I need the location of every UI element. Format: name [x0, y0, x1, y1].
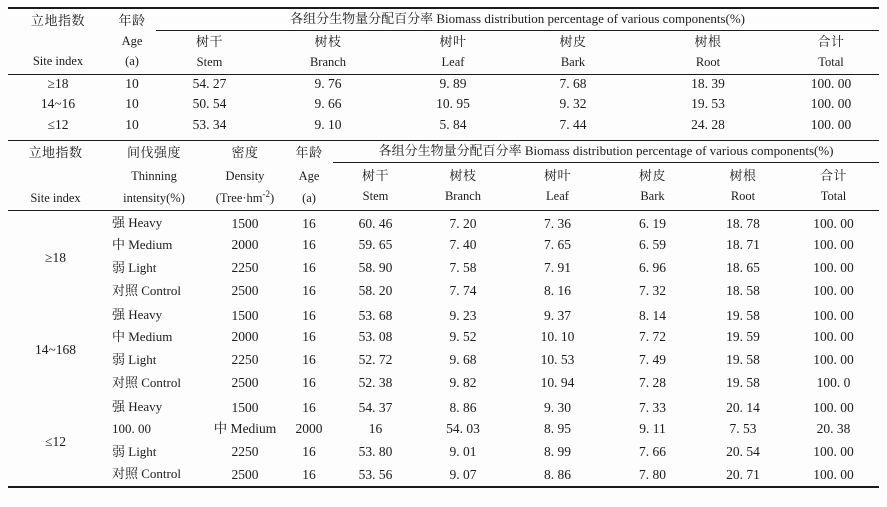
cell-density: 2500 — [231, 466, 259, 482]
header-age — [108, 8, 156, 74]
cell-bark: 8. 14 — [639, 307, 666, 323]
cell-branch: 9. 10 — [314, 117, 342, 132]
cell-total: 100. 00 — [810, 117, 852, 132]
table-row — [8, 257, 879, 280]
cell-branch: 9. 01 — [449, 444, 477, 460]
cell-stem: 53. 80 — [358, 444, 393, 460]
table-row — [8, 211, 879, 234]
cell-root: 18. 78 — [726, 215, 760, 231]
cell-root: 7. 53 — [729, 421, 757, 437]
stem-label-en: Stem — [196, 54, 223, 69]
cell-bark: 6. 59 — [639, 237, 666, 253]
bark-label-en: Bark — [640, 189, 665, 204]
cell-total: 100. 00 — [813, 260, 854, 276]
cell-thinning: 强 Heavy — [112, 307, 163, 323]
cell-age: 16 — [302, 237, 316, 253]
cell-age: 10 — [125, 117, 139, 132]
cell-bark: 7. 72 — [639, 329, 666, 345]
cell-leaf: 10. 53 — [540, 352, 575, 368]
cell-stem: 59. 65 — [358, 237, 393, 253]
age-label-en: Age — [298, 168, 320, 183]
table-row — [8, 349, 879, 372]
cell-thinning: 中 Medium — [112, 236, 173, 252]
cell-bark: 7. 49 — [639, 352, 666, 368]
table1-header — [8, 8, 879, 74]
cell-age: 16 — [302, 215, 316, 231]
header-site-index — [8, 141, 103, 211]
cell-thinning: 弱 Light — [112, 443, 157, 459]
cell-leaf: 9. 89 — [439, 76, 467, 92]
cell-root: 18. 71 — [726, 237, 760, 253]
cell-total: 100. 00 — [813, 237, 854, 253]
header-biomass-span: 各组分生物量分配百分率 Biomass distribution percentage of various components(%) — [156, 8, 879, 30]
branch-label-cn: 树枝 — [449, 168, 477, 184]
header-root — [633, 30, 783, 74]
cell-density: 1500 — [231, 307, 259, 323]
table-row — [8, 372, 879, 395]
table-row — [8, 326, 879, 349]
header-stem — [156, 30, 263, 74]
cell-age: 16 — [302, 444, 316, 460]
cell-branch: 9. 68 — [449, 352, 477, 368]
cell-site: ≥18 — [47, 76, 69, 92]
cell-bark: 9. 11 — [639, 421, 666, 437]
cell-bark: 7. 66 — [639, 444, 666, 460]
cell-root: 20. 14 — [726, 399, 760, 415]
cell-leaf: 7. 36 — [544, 215, 571, 231]
cell-bark: 7. 44 — [559, 117, 587, 132]
cell-stem: 50. 54 — [192, 96, 227, 112]
cell-leaf: 7. 91 — [544, 260, 571, 276]
site-index-label-cn: 立地指数 — [28, 144, 83, 160]
table-row — [8, 303, 879, 326]
cell-density: 2500 — [231, 375, 259, 391]
cell-leaf: 8. 99 — [544, 444, 571, 460]
site-index-label-en: Site index — [30, 191, 81, 206]
age-unit: (a) — [302, 191, 316, 206]
header-biomass-span: 各组分生物量分配百分率 Biomass distribution percentage of various components(%) — [333, 141, 879, 163]
table-row — [8, 441, 879, 464]
cell-branch: 7. 40 — [449, 237, 477, 253]
cell-stem: 54. 27 — [192, 76, 227, 92]
cell-branch: 9. 23 — [449, 307, 477, 323]
cell-age: 10 — [125, 96, 139, 112]
cell-stem: 58. 90 — [358, 260, 393, 276]
age-label-en: Age — [121, 34, 143, 49]
cell-total: 100. 0 — [816, 375, 851, 391]
total-label-en: Total — [820, 189, 847, 204]
header-bark — [607, 163, 698, 211]
cell-leaf: 8. 86 — [544, 466, 571, 482]
root-label-cn: 树根 — [729, 168, 757, 184]
header-leaf — [508, 163, 607, 211]
table-row — [8, 74, 879, 94]
age-unit: (a) — [125, 53, 139, 68]
cell-density: 1500 — [231, 215, 259, 231]
header-total — [783, 30, 879, 74]
root-label-cn: 树根 — [694, 33, 722, 49]
cell-total: 20. 38 — [816, 421, 851, 437]
cell-bark: 7. 68 — [559, 76, 587, 92]
cell-leaf: 8. 95 — [544, 421, 571, 437]
cell-total: 100. 00 — [810, 96, 852, 112]
cell-stem: 16 — [368, 421, 383, 437]
cell-root: 24. 28 — [691, 117, 725, 132]
site-index-biomass-table — [8, 7, 879, 140]
table-row — [8, 280, 879, 303]
cell-root: 19. 53 — [691, 96, 725, 112]
header-density — [205, 141, 285, 211]
cell-thinning: 对照 Control — [112, 466, 181, 482]
cell-age: 16 — [302, 466, 316, 482]
cell-age: 16 — [302, 283, 316, 299]
leaf-label-en: Leaf — [441, 54, 465, 69]
cell-root: 20. 54 — [726, 444, 760, 460]
table-row — [8, 464, 879, 487]
density-label-cn: 密度 — [231, 144, 259, 160]
cell-leaf: 10. 95 — [436, 96, 470, 112]
cell-age: 16 — [302, 307, 316, 323]
cell-stem: 52. 38 — [358, 375, 393, 391]
cell-thinning: 对照 Control — [112, 282, 181, 298]
density-unit-pre: (Tree·hm — [215, 191, 263, 206]
cell-bark: 7. 32 — [639, 283, 666, 299]
site-index-label-en: Site index — [32, 53, 84, 68]
thinning-label-en: Thinning — [131, 168, 177, 183]
table-row — [8, 114, 879, 140]
cell-total: 100. 00 — [813, 399, 854, 415]
leaf-label-cn: 树叶 — [543, 168, 571, 184]
cell-stem: 52. 72 — [358, 352, 393, 368]
header-bark — [513, 30, 633, 74]
bark-label-cn: 树皮 — [638, 168, 666, 184]
site-index-group-label: 14~168 — [34, 342, 77, 358]
cell-total: 100. 00 — [810, 76, 852, 92]
header-root — [698, 163, 788, 211]
age-label-cn: 年龄 — [295, 144, 323, 160]
total-label-cn: 合计 — [820, 168, 848, 184]
table-row — [8, 418, 879, 441]
cell-thinning: 弱 Light — [112, 351, 157, 367]
cell-root: 19. 58 — [726, 352, 760, 368]
bark-label-cn: 树皮 — [559, 33, 587, 49]
root-label-en: Root — [730, 189, 756, 204]
thinning-biomass-table — [8, 140, 879, 488]
cell-site: ≤12 — [47, 117, 69, 132]
cell-density: 2250 — [231, 444, 259, 460]
header-leaf — [393, 30, 513, 74]
cell-branch: 54. 03 — [446, 421, 480, 437]
header-thinning-intensity — [103, 141, 205, 211]
table-row — [8, 395, 879, 418]
density-unit-sup: -2 — [262, 188, 271, 199]
cell-branch: 9. 82 — [449, 375, 477, 391]
table1-body — [8, 74, 879, 140]
total-label-cn: 合计 — [817, 33, 845, 49]
site-index-group-label: ≥18 — [45, 250, 66, 266]
stem-label-cn: 树干 — [361, 168, 389, 184]
cell-site: 14~16 — [40, 96, 76, 112]
cell-branch: 8. 86 — [449, 399, 477, 415]
cell-age: 16 — [302, 399, 316, 415]
cell-density: 2000 — [231, 237, 259, 253]
site-index-label-cn: 立地指数 — [30, 13, 85, 29]
cell-age: 16 — [302, 352, 316, 368]
table-row — [8, 234, 879, 257]
cell-bark: 6. 96 — [639, 260, 666, 276]
cell-leaf: 7. 65 — [544, 237, 571, 253]
cell-bark: 9. 32 — [559, 96, 587, 112]
cell-bark: 7. 80 — [639, 466, 666, 482]
cell-density: 1500 — [231, 399, 259, 415]
cell-leaf: 9. 37 — [544, 307, 571, 323]
cell-leaf: 9. 30 — [544, 399, 571, 415]
stem-label-en: Stem — [362, 189, 389, 204]
cell-total: 100. 00 — [813, 466, 854, 482]
table1-header-row-top — [8, 8, 879, 30]
leaf-label-en: Leaf — [546, 189, 569, 204]
cell-total: 100. 00 — [813, 283, 854, 299]
cell-thinning: 强 Heavy — [112, 215, 163, 231]
cell-density: 2000 — [231, 329, 259, 345]
cell-leaf: 10. 94 — [540, 375, 575, 391]
table-row — [8, 94, 879, 114]
cell-leaf: 8. 16 — [544, 283, 571, 299]
cell-bark: 6. 19 — [639, 215, 666, 231]
cell-thinning: 强 Heavy — [112, 399, 163, 415]
branch-label-cn: 树枝 — [314, 33, 342, 49]
cell-density: 2250 — [231, 260, 259, 276]
cell-root: 19. 58 — [726, 307, 760, 323]
cell-stem: 53. 56 — [358, 466, 393, 482]
cell-leaf: 10. 10 — [540, 329, 575, 345]
header-stem — [333, 163, 418, 211]
density-unit-post: ) — [270, 191, 275, 206]
cell-leaf: 5. 84 — [439, 117, 467, 132]
bark-label-en: Bark — [560, 54, 586, 69]
header-site-index — [8, 8, 108, 74]
cell-root: 18. 39 — [691, 76, 725, 92]
cell-age: 16 — [302, 329, 316, 345]
branch-label-en: Branch — [444, 189, 482, 204]
total-label-en: Total — [818, 54, 844, 69]
cell-age: 10 — [125, 76, 139, 92]
stem-label-cn: 树干 — [195, 33, 223, 49]
cell-age: 16 — [302, 375, 316, 391]
site-index-group-label: ≤12 — [45, 433, 66, 449]
root-label-en: Root — [695, 54, 721, 69]
cell-branch: 9. 52 — [449, 329, 477, 345]
leaf-label-cn: 树叶 — [439, 33, 467, 49]
age-label-cn: 年龄 — [118, 13, 146, 29]
cell-branch: 9. 07 — [449, 466, 477, 482]
table2-body — [8, 211, 879, 487]
cell-root: 19. 58 — [726, 375, 760, 391]
cell-branch: 7. 74 — [449, 283, 477, 299]
cell-age: 16 — [302, 260, 316, 276]
cell-stem: 53. 08 — [358, 329, 393, 345]
cell-density: 中 Medium — [213, 421, 277, 437]
cell-density: 2500 — [231, 283, 259, 299]
cell-branch: 7. 20 — [449, 215, 477, 231]
cell-stem: 54. 37 — [358, 399, 393, 415]
cell-branch: 7. 58 — [449, 260, 477, 276]
cell-total: 100. 00 — [813, 329, 854, 345]
cell-age: 2000 — [295, 421, 323, 437]
thinning-unit: intensity(%) — [123, 191, 185, 206]
thinning-label-cn: 间伐强度 — [126, 144, 181, 160]
cell-total: 100. 00 — [813, 352, 854, 368]
cell-root: 19. 59 — [726, 329, 760, 345]
table2-header — [8, 141, 879, 211]
header-total — [788, 163, 879, 211]
header-age — [285, 141, 333, 211]
cell-thinning: 对照 Control — [112, 374, 181, 390]
cell-root: 18. 65 — [726, 260, 760, 276]
cell-total: 100. 00 — [813, 215, 854, 231]
cell-stem: 60. 46 — [358, 215, 393, 231]
cell-root: 20. 71 — [726, 466, 760, 482]
cell-stem: 53. 68 — [358, 307, 393, 323]
header-branch — [418, 163, 508, 211]
cell-root: 18. 58 — [726, 283, 760, 299]
cell-thinning: 中 Medium — [112, 328, 173, 344]
cell-density: 2250 — [231, 352, 259, 368]
cell-bark: 7. 33 — [639, 399, 666, 415]
cell-total: 100. 00 — [813, 307, 854, 323]
cell-thinning: 弱 Light — [112, 259, 157, 275]
cell-thinning: 100. 00 — [112, 420, 151, 436]
cell-branch: 9. 66 — [314, 96, 342, 112]
cell-stem: 58. 20 — [358, 283, 393, 299]
cell-total: 100. 00 — [813, 444, 854, 460]
table2-header-row-top — [8, 141, 879, 163]
header-branch — [263, 30, 393, 74]
density-label-en: Density — [225, 168, 265, 183]
branch-label-en: Branch — [309, 54, 347, 69]
density-unit — [215, 188, 275, 206]
cell-stem: 53. 34 — [192, 117, 227, 132]
cell-bark: 7. 28 — [639, 375, 666, 391]
cell-branch: 9. 76 — [314, 76, 342, 92]
